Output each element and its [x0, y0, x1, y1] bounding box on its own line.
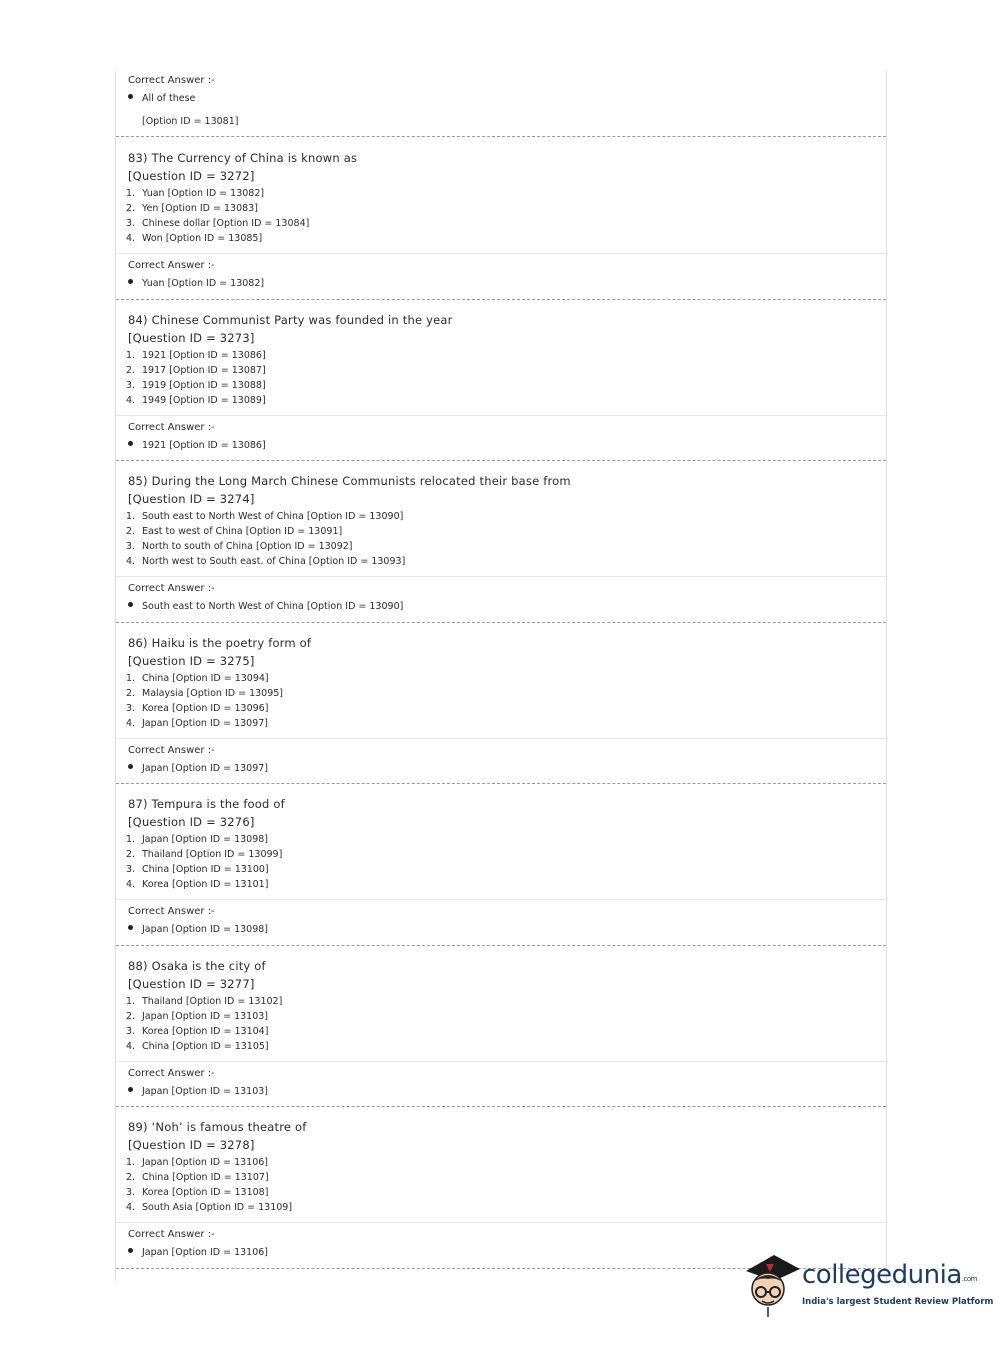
option-item [126, 1156, 268, 1170]
question-title: 88) Osaka is the city of [128, 958, 266, 973]
question-id: [Question ID = 3272] [128, 169, 255, 183]
question-block [116, 460, 886, 623]
option-number: 1. [126, 349, 136, 361]
option-item [126, 349, 266, 363]
bullet-icon [128, 602, 133, 607]
option-item [126, 687, 283, 701]
option-text: Japan [Option ID = 13097] [142, 717, 268, 729]
bullet-icon [128, 1087, 133, 1092]
question-id: [Question ID = 3276] [128, 815, 255, 829]
option-text: Korea [Option ID = 13104] [142, 1025, 269, 1037]
brand-name: collegedunia.com [802, 1260, 977, 1290]
option-item [126, 702, 268, 716]
previous-answer-block [116, 71, 886, 137]
question-block [116, 622, 886, 785]
bullet-icon [128, 764, 133, 769]
option-number: 2. [126, 1172, 136, 1183]
option-number: 1. [126, 1157, 136, 1168]
option-text: Yuan [Option ID = 13082] [142, 188, 265, 199]
bullet-icon [128, 1248, 133, 1253]
option-text: North to south of China [Option ID = 13092] [142, 541, 353, 552]
question-title: 83) The Currency of China is known as [128, 151, 358, 165]
option-item [126, 995, 282, 1009]
option-number: 3. [126, 541, 136, 552]
option-text: 1919 [Option ID = 13088] [142, 379, 266, 391]
option-item [126, 1171, 269, 1185]
correct-answer-label: Correct Answer :- [128, 906, 215, 917]
question-title: 87) Tempura is the food of [128, 797, 285, 811]
option-text: Thailand [Option ID = 13102] [142, 995, 283, 1007]
option-item [126, 672, 269, 686]
option-text: South Asia [Option ID = 13109] [142, 1202, 293, 1213]
option-number: 4. [126, 879, 136, 890]
option-item [126, 555, 405, 569]
correct-answer-label: Correct Answer :- [128, 583, 215, 594]
option-item [126, 833, 268, 847]
option-text: 1917 [Option ID = 13087] [142, 364, 266, 376]
option-number: 2. [126, 526, 136, 537]
option-item [126, 717, 268, 731]
bullet-icon [128, 925, 133, 930]
correct-answer-box [116, 415, 886, 461]
option-number: 2. [126, 687, 136, 699]
option-item [126, 878, 268, 892]
correct-answer-label: Correct Answer :- [128, 421, 215, 433]
correct-answer-value: Japan [Option ID = 13097] [128, 762, 268, 776]
option-number: 4. [126, 394, 136, 406]
correct-answer-box [116, 253, 886, 299]
option-number: 3. [126, 379, 136, 391]
option-text: Chinese dollar [Option ID = 13084] [142, 218, 310, 229]
option-item [126, 202, 258, 216]
correct-answer-box [116, 576, 886, 622]
question-id: [Question ID = 3275] [128, 653, 255, 668]
correct-answer-label: Correct Answer :- [128, 744, 215, 756]
correct-answer-value: Japan [Option ID = 13106] [128, 1246, 268, 1260]
question-title: 85) During the Long March Chinese Communists relocated their base from [128, 474, 571, 488]
option-number: 1. [126, 672, 136, 684]
correct-answer-label: Correct Answer :- [128, 75, 215, 86]
option-number: 4. [126, 717, 136, 729]
bullet-icon [128, 279, 133, 284]
option-item [126, 510, 403, 524]
option-item [126, 364, 266, 378]
option-number: 1. [126, 834, 136, 845]
option-number: 4. [126, 1202, 136, 1213]
option-text: East to west of China [Option ID = 13091] [142, 526, 343, 537]
option-text: Korea [Option ID = 13108] [142, 1187, 269, 1198]
correct-answer-label: Correct Answer :- [128, 260, 215, 271]
option-number: 1. [126, 995, 136, 1007]
option-item [126, 394, 266, 408]
correct-answer-value: Japan [Option ID = 13103] [128, 1085, 268, 1099]
option-item [126, 232, 262, 246]
question-block [116, 137, 886, 300]
option-number: 3. [126, 864, 136, 875]
question-title: 84) Chinese Communist Party was founded in the year [128, 312, 453, 327]
correct-answer-box [116, 1061, 886, 1107]
question-paper [115, 71, 887, 1281]
question-block [116, 945, 886, 1108]
correct-answer-option-id: [Option ID = 13081] [142, 116, 239, 127]
question-id: [Question ID = 3277] [128, 976, 255, 991]
option-item [126, 1025, 268, 1039]
option-text: China [Option ID = 13094] [142, 672, 269, 684]
option-number: 4. [126, 1040, 136, 1052]
brand-tagline: India's largest Student Review Platform [802, 1297, 994, 1307]
correct-answer-label: Correct Answer :- [128, 1229, 215, 1240]
option-number: 3. [126, 1187, 136, 1198]
option-number: 4. [126, 233, 136, 244]
bullet-icon [128, 441, 133, 446]
option-text: Japan [Option ID = 13098] [142, 834, 268, 845]
correct-answer-value: South east to North West of China [Option ID = 13090] [128, 600, 403, 614]
option-item [126, 1186, 268, 1200]
option-number: 2. [126, 1010, 136, 1022]
question-block [116, 1106, 886, 1269]
question-block [116, 783, 886, 946]
option-text: Korea [Option ID = 13096] [142, 702, 269, 714]
option-number: 1. [126, 188, 136, 199]
brand-domain: .com [961, 1275, 977, 1283]
option-item [126, 848, 282, 862]
correct-answer-value: All of these [128, 92, 195, 106]
option-text: Thailand [Option ID = 13099] [142, 849, 283, 860]
option-text: Won [Option ID = 13085] [142, 233, 263, 244]
option-text: North west to South east. of China [Option ID = 13093] [142, 556, 406, 567]
option-text: 1921 [Option ID = 13086] [142, 349, 266, 361]
correct-answer-value: 1921 [Option ID = 13086] [128, 439, 266, 453]
question-block [116, 299, 886, 462]
question-id: [Question ID = 3273] [128, 330, 255, 345]
option-item [126, 187, 264, 201]
option-text: Malaysia [Option ID = 13095] [142, 687, 284, 699]
option-number: 3. [126, 218, 136, 229]
collegedunia-logo [740, 1249, 994, 1319]
option-text: China [Option ID = 13107] [142, 1172, 269, 1183]
option-text: China [Option ID = 13100] [142, 864, 269, 875]
correct-answer-label: Correct Answer :- [128, 1067, 215, 1079]
correct-answer-value: Japan [Option ID = 13098] [128, 923, 268, 937]
mascot-icon [740, 1249, 802, 1319]
option-text: 1949 [Option ID = 13089] [142, 394, 266, 406]
option-item [126, 1040, 269, 1054]
option-number: 1. [126, 511, 136, 522]
option-item [126, 863, 269, 877]
option-text: Japan [Option ID = 13103] [142, 1010, 268, 1022]
option-number: 2. [126, 364, 136, 376]
question-id: [Question ID = 3274] [128, 492, 255, 506]
question-title: 89) ‘Noh’ is famous theatre of [128, 1120, 307, 1134]
option-item [126, 1010, 268, 1024]
correct-answer-box [116, 899, 886, 945]
bullet-icon [128, 94, 133, 99]
option-item [126, 379, 266, 393]
option-number: 3. [126, 702, 136, 714]
question-id: [Question ID = 3278] [128, 1138, 255, 1152]
option-number: 3. [126, 1025, 136, 1037]
question-title: 86) Haiku is the poetry form of [128, 635, 312, 650]
option-number: 2. [126, 849, 136, 860]
option-item [126, 525, 342, 539]
option-item [126, 1201, 292, 1215]
option-text: Japan [Option ID = 13106] [142, 1157, 268, 1168]
option-number: 2. [126, 203, 136, 214]
correct-answer-box [116, 738, 886, 784]
correct-answer-value: Yuan [Option ID = 13082] [128, 277, 264, 291]
option-text: Korea [Option ID = 13101] [142, 879, 269, 890]
option-number: 4. [126, 556, 136, 567]
option-text: China [Option ID = 13105] [142, 1040, 269, 1052]
option-text: Yen [Option ID = 13083] [142, 203, 258, 214]
option-item [126, 217, 309, 231]
option-text: South east to North West of China [Option ID = 13090] [142, 511, 404, 522]
option-item [126, 540, 353, 554]
